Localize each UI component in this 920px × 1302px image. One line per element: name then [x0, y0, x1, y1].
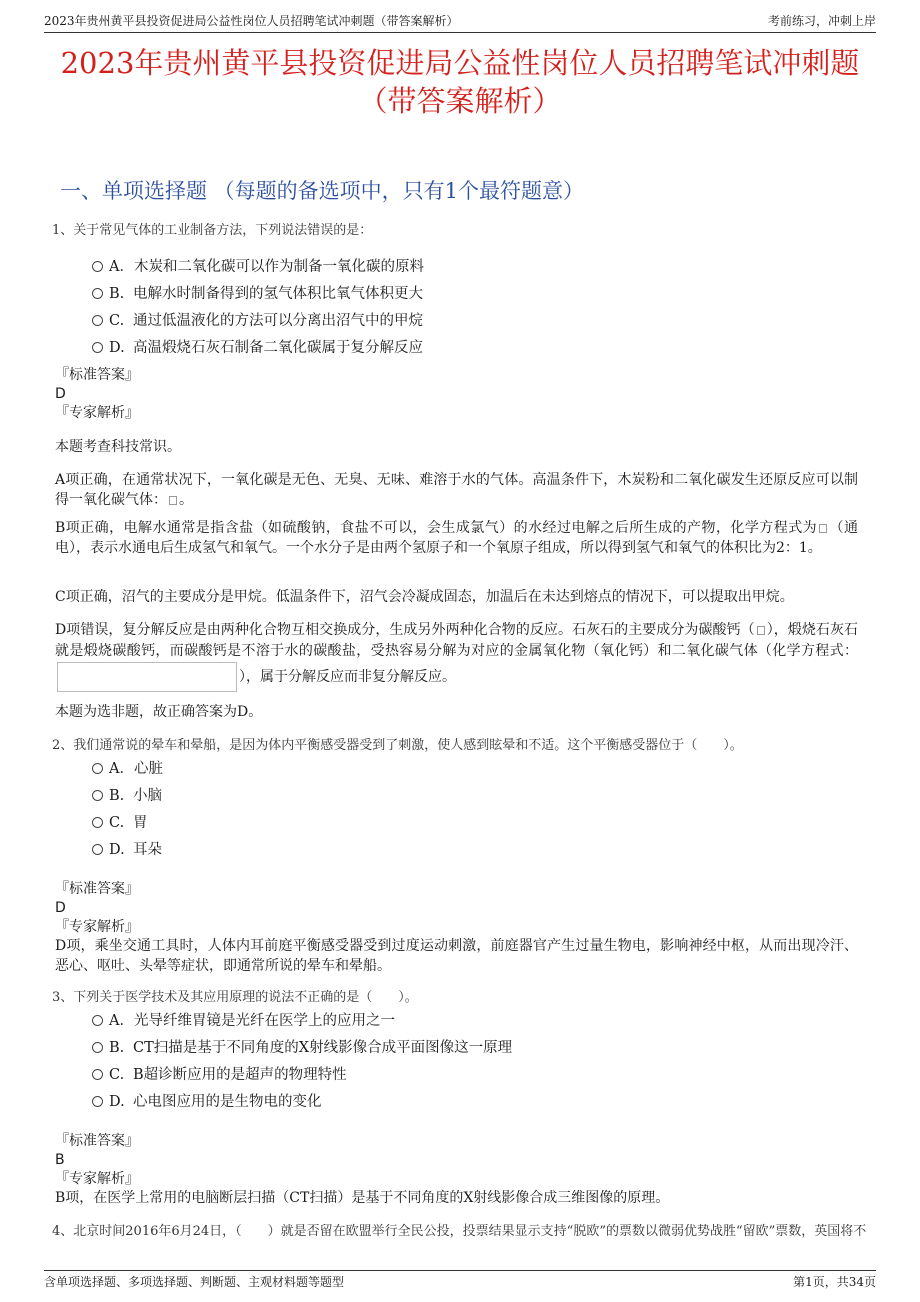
q3-option-a[interactable]: A．光导纤维胃镜是光纤在医学上的应用之一	[92, 1011, 395, 1031]
q3-answer: B	[55, 1152, 65, 1168]
analysis-label: 『专家解析』	[55, 405, 139, 421]
page-number: 第1页，共34页	[793, 1275, 876, 1289]
question-3-stem: 3、下列关于医学技术及其应用原理的说法不正确的是（ ）。	[52, 990, 418, 1005]
analysis-label: 『专家解析』	[55, 1171, 139, 1187]
q1-analysis-b: B项正确，电解水通常是指含盐（如硫酸钠，食盐不可以，会生成氯气）的水经过电解之后所生成的产物，化学方程式为 （通电），表示水通电后生成氢气和氧气。一个水分子是由两个氢原子和一个氧原子组成，所以得到氢气和氧气的体积比为2：1。	[55, 520, 858, 556]
header-slogan: 考前练习，冲刺上岸	[767, 14, 876, 28]
q3-analysis: B项，在医学上常用的电脑断层扫描（CT扫描）是基于不同角度的X射线影像合成三维图像的原理。	[55, 1190, 670, 1206]
q1-answer: D	[55, 386, 66, 402]
q2-answer: D	[55, 900, 66, 916]
q1-option-b[interactable]: B. 电解水时制备得到的氢气体积比氧气体积更大	[92, 284, 423, 304]
radio-icon[interactable]	[92, 817, 103, 828]
radio-icon[interactable]	[92, 844, 103, 855]
q2-option-a[interactable]: A．心脏	[92, 759, 163, 779]
analysis-label: 『专家解析』	[55, 919, 139, 935]
page-header	[44, 12, 876, 33]
q1-option-d[interactable]: D. 高温煅烧石灰石制备二氧化碳属于复分解反应	[92, 338, 423, 358]
q1-analysis-d: D项错误，复分解反应是由两种化合物互相交换成分，生成另外两种化合物的反应。石灰石的主要成分为碳酸钙（ ），煅烧石灰石就是煅烧碳酸钙，而碳酸钙是不溶于水的碳酸盐，受热容易分解为对应的金属氧化物（氧化钙）和二氧化碳气体（化学方程式：），属于分解反应而非复分解反应。	[55, 620, 858, 692]
radio-icon[interactable]	[92, 315, 103, 326]
document-title	[40, 44, 880, 120]
header-title: 2023年贵州黄平县投资促进局公益性岗位人员招聘笔试冲刺题（带答案解析）	[44, 14, 459, 28]
answer-label: 『标准答案』	[55, 1133, 139, 1149]
footer-note: 含单项选择题、多项选择题、判断题、主观材料题等题型	[44, 1275, 345, 1289]
q2-option-b[interactable]: B. 小脑	[92, 786, 162, 806]
radio-icon[interactable]	[92, 288, 103, 299]
q1-analysis-a: A项正确，在通常状况下，一氧化碳是无色、无臭、无味、难溶于水的气体。高温条件下，木炭粉和二氧化碳发生还原反应可以制得一氧化碳气体： 。	[55, 472, 858, 508]
q1-analysis-c: C项正确，沼气的主要成分是甲烷。低温条件下，沼气会冷凝成固态，加温后在未达到熔点的情况下，可以提取出甲烷。	[55, 589, 794, 605]
radio-icon[interactable]	[92, 342, 103, 353]
q1-option-c[interactable]: C. 通过低温液化的方法可以分离出沼气中的甲烷	[92, 311, 423, 331]
radio-icon[interactable]	[92, 261, 103, 272]
title-line-1: 2023年贵州黄平县投资促进局公益性岗位人员招聘笔试冲刺题	[60, 46, 860, 80]
formula-image-box	[57, 662, 237, 692]
q2-analysis: D项，乘坐交通工具时，人体内耳前庭平衡感受器受到过度运动刺激，前庭器官产生过量生物电，影响神经中枢，从而出现冷汗、恶心、呕吐、头晕等症状，即通常所说的晕车和晕船。	[55, 938, 858, 974]
page-footer	[44, 1270, 876, 1292]
q3-option-b[interactable]: B. CT扫描是基于不同角度的X射线影像合成平面图像这一原理	[92, 1038, 512, 1058]
radio-icon[interactable]	[92, 1042, 103, 1053]
question-1-stem: 1、关于常见气体的工业制备方法，下列说法错误的是：	[52, 223, 373, 238]
q3-option-d[interactable]: D. 心电图应用的是生物电的变化	[92, 1092, 322, 1112]
answer-label: 『标准答案』	[55, 367, 139, 383]
radio-icon[interactable]	[92, 1069, 103, 1080]
title-line-2: （带答案解析）	[358, 84, 562, 118]
radio-icon[interactable]	[92, 790, 103, 801]
question-2-stem: 2、我们通常说的晕车和晕船，是因为体内平衡感受器受到了刺激，使人感到眩晕和不适。这个平衡感受器位于（ ）。	[52, 738, 743, 753]
q1-analysis-intro: 本题考查科技常识。	[55, 439, 181, 455]
question-4-stem: 4、北京时间2016年6月24日，（ ）就是否留在欧盟举行全民公投，投票结果显示支持“脱欧”的票数以微弱优势战胜“留欧”票数，英国将不	[52, 1224, 867, 1239]
q2-option-d[interactable]: D. 耳朵	[92, 840, 162, 860]
q2-option-c[interactable]: C. 胃	[92, 813, 148, 833]
formula-image	[757, 626, 765, 635]
radio-icon[interactable]	[92, 1015, 103, 1026]
radio-icon[interactable]	[92, 1096, 103, 1107]
formula-image	[169, 496, 177, 505]
q3-option-c[interactable]: C. B超诊断应用的是超声的物理特性	[92, 1065, 347, 1085]
radio-icon[interactable]	[92, 763, 103, 774]
q1-conclusion: 本题为选非题，故正确答案为D。	[55, 704, 263, 720]
answer-label: 『标准答案』	[55, 881, 139, 897]
formula-image	[819, 524, 827, 533]
section-heading: 一、单项选择题 （每题的备选项中，只有1个最符题意）	[60, 179, 585, 203]
q1-option-a[interactable]: A．木炭和二氧化碳可以作为制备一氧化碳的原料	[92, 257, 424, 277]
